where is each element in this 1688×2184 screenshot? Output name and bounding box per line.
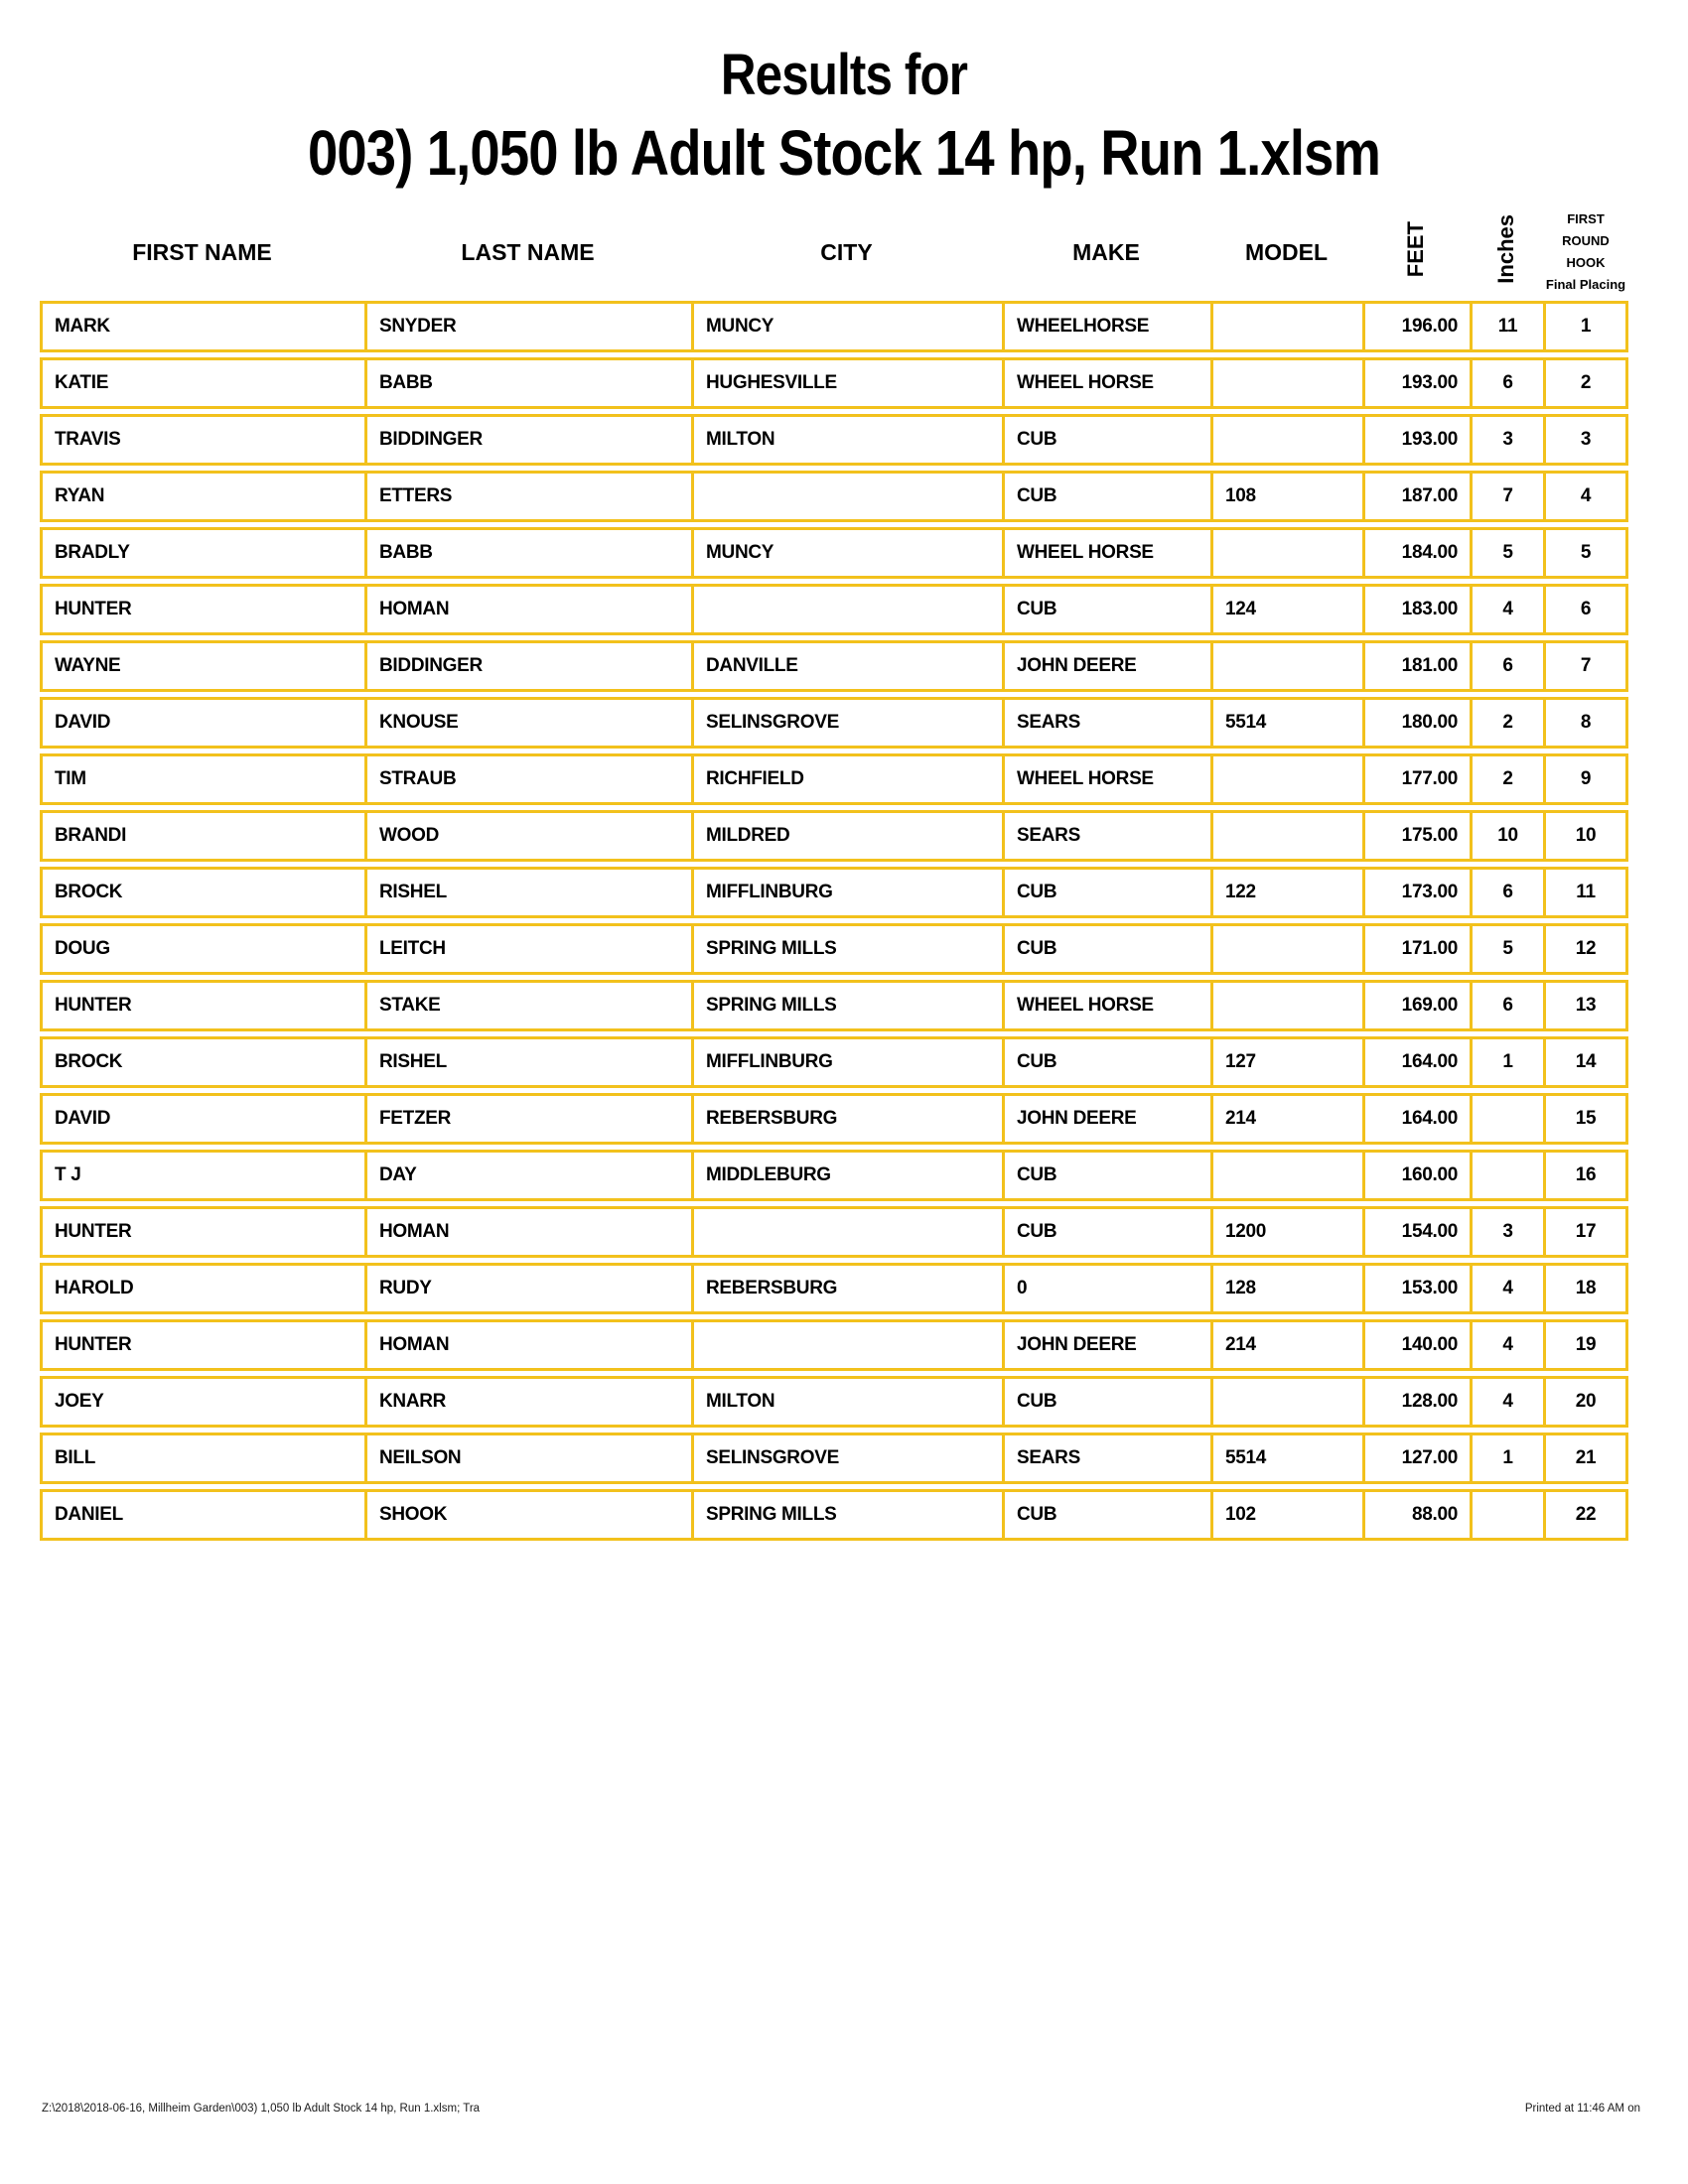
- table-header-row: [40, 208, 1628, 296]
- cell-feet: 88.00: [1362, 1489, 1470, 1541]
- cell-make: CUB: [1002, 1489, 1210, 1541]
- cell-make: CUB: [1002, 1150, 1210, 1201]
- cell-feet: 175.00: [1362, 810, 1470, 862]
- cell-make: SEARS: [1002, 810, 1210, 862]
- cell-last-name: HOMAN: [364, 584, 691, 635]
- cell-feet: 164.00: [1362, 1093, 1470, 1145]
- cell-model: [1210, 1150, 1362, 1201]
- cell-placing: 8: [1543, 697, 1628, 749]
- cell-model: [1210, 301, 1362, 352]
- cell-inches: 4: [1470, 1376, 1543, 1428]
- cell-model: 124: [1210, 584, 1362, 635]
- cell-model: [1210, 527, 1362, 579]
- cell-first-name: BROCK: [40, 1036, 364, 1088]
- table-row: [40, 810, 1628, 862]
- cell-inches: 3: [1470, 1206, 1543, 1258]
- cell-last-name: STAKE: [364, 980, 691, 1031]
- cell-city: [691, 1206, 1002, 1258]
- header-feet-label: FEET: [1403, 221, 1428, 278]
- cell-feet: 173.00: [1362, 867, 1470, 918]
- cell-make: CUB: [1002, 471, 1210, 522]
- cell-model: 5514: [1210, 697, 1362, 749]
- cell-first-name: TRAVIS: [40, 414, 364, 466]
- header-last-name-label: LAST NAME: [461, 238, 595, 265]
- cell-inches: 1: [1470, 1433, 1543, 1484]
- cell-placing: 14: [1543, 1036, 1628, 1088]
- cell-inches: 6: [1470, 640, 1543, 692]
- header-first-name-label: FIRST NAME: [132, 238, 272, 265]
- header-inches-label: Inches: [1493, 214, 1518, 285]
- cell-last-name: BIDDINGER: [364, 414, 691, 466]
- cell-city: MIDDLEBURG: [691, 1150, 1002, 1201]
- cell-last-name: WOOD: [364, 810, 691, 862]
- table-row: [40, 414, 1628, 466]
- cell-placing: 2: [1543, 357, 1628, 409]
- cell-make: JOHN DEERE: [1002, 640, 1210, 692]
- cell-model: 128: [1210, 1263, 1362, 1314]
- cell-last-name: STRAUB: [364, 753, 691, 805]
- cell-first-name: DAVID: [40, 697, 364, 749]
- cell-city: MILTON: [691, 1376, 1002, 1428]
- header-hook-line3: Final Placing: [1545, 277, 1626, 293]
- cell-make: CUB: [1002, 1376, 1210, 1428]
- cell-last-name: SHOOK: [364, 1489, 691, 1541]
- table-row: [40, 471, 1628, 522]
- table-row: [40, 980, 1628, 1031]
- header-first-name: [40, 208, 364, 296]
- cell-inches: [1470, 1489, 1543, 1541]
- cell-inches: 11: [1470, 301, 1543, 352]
- cell-make: WHEEL HORSE: [1002, 753, 1210, 805]
- cell-make: WHEEL HORSE: [1002, 980, 1210, 1031]
- cell-city: SPRING MILLS: [691, 923, 1002, 975]
- header-hook-line1: FIRST ROUND: [1562, 211, 1610, 249]
- cell-city: SPRING MILLS: [691, 1489, 1002, 1541]
- cell-inches: 6: [1470, 867, 1543, 918]
- cell-city: REBERSBURG: [691, 1093, 1002, 1145]
- cell-city: [691, 471, 1002, 522]
- cell-city: SELINSGROVE: [691, 1433, 1002, 1484]
- cell-feet: 187.00: [1362, 471, 1470, 522]
- cell-placing: 4: [1543, 471, 1628, 522]
- cell-model: 102: [1210, 1489, 1362, 1541]
- cell-placing: 1: [1543, 301, 1628, 352]
- cell-placing: 7: [1543, 640, 1628, 692]
- cell-placing: 15: [1543, 1093, 1628, 1145]
- cell-model: 127: [1210, 1036, 1362, 1088]
- cell-first-name: JOEY: [40, 1376, 364, 1428]
- cell-placing: 5: [1543, 527, 1628, 579]
- cell-make: SEARS: [1002, 1433, 1210, 1484]
- results-table-body: [40, 301, 1628, 1541]
- page-title: Results for: [720, 43, 968, 107]
- cell-last-name: DAY: [364, 1150, 691, 1201]
- cell-inches: 4: [1470, 1263, 1543, 1314]
- cell-last-name: RISHEL: [364, 1036, 691, 1088]
- cell-feet: 177.00: [1362, 753, 1470, 805]
- cell-model: 108: [1210, 471, 1362, 522]
- cell-feet: 154.00: [1362, 1206, 1470, 1258]
- cell-first-name: HUNTER: [40, 1319, 364, 1371]
- cell-first-name: DOUG: [40, 923, 364, 975]
- cell-feet: 164.00: [1362, 1036, 1470, 1088]
- results-table: [40, 204, 1628, 1546]
- header-make: [1002, 208, 1210, 296]
- cell-inches: 6: [1470, 980, 1543, 1031]
- cell-last-name: HOMAN: [364, 1319, 691, 1371]
- table-row: [40, 584, 1628, 635]
- cell-first-name: KATIE: [40, 357, 364, 409]
- cell-make: CUB: [1002, 584, 1210, 635]
- cell-first-name: HUNTER: [40, 1206, 364, 1258]
- cell-model: [1210, 640, 1362, 692]
- table-row: [40, 923, 1628, 975]
- header-model-label: MODEL: [1244, 238, 1329, 265]
- cell-feet: 196.00: [1362, 301, 1470, 352]
- header-hook-line2: HOOK: [1566, 255, 1606, 271]
- cell-placing: 10: [1543, 810, 1628, 862]
- cell-feet: 193.00: [1362, 414, 1470, 466]
- cell-make: WHEEL HORSE: [1002, 527, 1210, 579]
- cell-placing: 16: [1543, 1150, 1628, 1201]
- cell-inches: [1470, 1093, 1543, 1145]
- cell-inches: 1: [1470, 1036, 1543, 1088]
- cell-last-name: KNARR: [364, 1376, 691, 1428]
- cell-first-name: DANIEL: [40, 1489, 364, 1541]
- cell-city: RICHFIELD: [691, 753, 1002, 805]
- cell-inches: 6: [1470, 357, 1543, 409]
- header-city-label: CITY: [820, 238, 873, 265]
- cell-inches: 2: [1470, 697, 1543, 749]
- cell-feet: 181.00: [1362, 640, 1470, 692]
- cell-placing: 19: [1543, 1319, 1628, 1371]
- cell-make: JOHN DEERE: [1002, 1319, 1210, 1371]
- table-row: [40, 1263, 1628, 1314]
- cell-city: [691, 584, 1002, 635]
- cell-last-name: BABB: [364, 357, 691, 409]
- cell-placing: 12: [1543, 923, 1628, 975]
- header-inches: [1470, 208, 1543, 296]
- cell-inches: 5: [1470, 527, 1543, 579]
- cell-placing: 9: [1543, 753, 1628, 805]
- cell-first-name: HUNTER: [40, 584, 364, 635]
- header-city: [691, 208, 1002, 296]
- cell-last-name: HOMAN: [364, 1206, 691, 1258]
- cell-city: SELINSGROVE: [691, 697, 1002, 749]
- cell-placing: 13: [1543, 980, 1628, 1031]
- cell-model: [1210, 1376, 1362, 1428]
- cell-last-name: FETZER: [364, 1093, 691, 1145]
- cell-city: HUGHESVILLE: [691, 357, 1002, 409]
- cell-placing: 3: [1543, 414, 1628, 466]
- cell-feet: 127.00: [1362, 1433, 1470, 1484]
- cell-model: [1210, 414, 1362, 466]
- cell-make: WHEELHORSE: [1002, 301, 1210, 352]
- cell-feet: 153.00: [1362, 1263, 1470, 1314]
- table-row: [40, 697, 1628, 749]
- cell-last-name: ETTERS: [364, 471, 691, 522]
- table-row: [40, 1206, 1628, 1258]
- cell-feet: 193.00: [1362, 357, 1470, 409]
- table-row: [40, 1036, 1628, 1088]
- table-row: [40, 753, 1628, 805]
- cell-model: 122: [1210, 867, 1362, 918]
- cell-model: [1210, 753, 1362, 805]
- cell-make: SEARS: [1002, 697, 1210, 749]
- cell-inches: 4: [1470, 584, 1543, 635]
- table-row: [40, 1150, 1628, 1201]
- table-row: [40, 1489, 1628, 1541]
- cell-feet: 180.00: [1362, 697, 1470, 749]
- table-row: [40, 1376, 1628, 1428]
- cell-first-name: HAROLD: [40, 1263, 364, 1314]
- cell-make: CUB: [1002, 923, 1210, 975]
- cell-first-name: RYAN: [40, 471, 364, 522]
- cell-inches: 3: [1470, 414, 1543, 466]
- cell-city: DANVILLE: [691, 640, 1002, 692]
- table-row: [40, 1319, 1628, 1371]
- file-title: 003) 1,050 lb Adult Stock 14 hp, Run 1.xlsm: [307, 117, 1381, 189]
- table-row: [40, 527, 1628, 579]
- cell-city: REBERSBURG: [691, 1263, 1002, 1314]
- cell-last-name: KNOUSE: [364, 697, 691, 749]
- cell-model: [1210, 980, 1362, 1031]
- cell-last-name: NEILSON: [364, 1433, 691, 1484]
- cell-inches: 4: [1470, 1319, 1543, 1371]
- footer-file-path: Z:\2018\2018-06-16, Millheim Garden\003) 1,050 lb Adult Stock 14 hp, Run 1.xlsm; Tra: [42, 2103, 481, 2115]
- cell-last-name: RUDY: [364, 1263, 691, 1314]
- cell-feet: 171.00: [1362, 923, 1470, 975]
- cell-inches: 7: [1470, 471, 1543, 522]
- cell-make: WHEEL HORSE: [1002, 357, 1210, 409]
- table-row: [40, 640, 1628, 692]
- cell-first-name: MARK: [40, 301, 364, 352]
- cell-placing: 11: [1543, 867, 1628, 918]
- cell-last-name: RISHEL: [364, 867, 691, 918]
- cell-make: 0: [1002, 1263, 1210, 1314]
- cell-feet: 183.00: [1362, 584, 1470, 635]
- cell-city: MUNCY: [691, 301, 1002, 352]
- cell-model: 5514: [1210, 1433, 1362, 1484]
- cell-feet: 140.00: [1362, 1319, 1470, 1371]
- cell-first-name: BROCK: [40, 867, 364, 918]
- cell-model: [1210, 923, 1362, 975]
- cell-feet: 169.00: [1362, 980, 1470, 1031]
- header-model: [1210, 208, 1362, 296]
- cell-placing: 20: [1543, 1376, 1628, 1428]
- cell-placing: 18: [1543, 1263, 1628, 1314]
- cell-model: 214: [1210, 1319, 1362, 1371]
- cell-inches: [1470, 1150, 1543, 1201]
- cell-city: MUNCY: [691, 527, 1002, 579]
- cell-feet: 184.00: [1362, 527, 1470, 579]
- table-row: [40, 357, 1628, 409]
- header-hook: [1543, 208, 1628, 296]
- cell-make: CUB: [1002, 414, 1210, 466]
- cell-placing: 21: [1543, 1433, 1628, 1484]
- cell-model: [1210, 357, 1362, 409]
- cell-first-name: TIM: [40, 753, 364, 805]
- cell-city: MIFFLINBURG: [691, 1036, 1002, 1088]
- cell-placing: 22: [1543, 1489, 1628, 1541]
- table-row: [40, 867, 1628, 918]
- cell-first-name: BRANDI: [40, 810, 364, 862]
- header-last-name: [364, 208, 691, 296]
- cell-city: MILDRED: [691, 810, 1002, 862]
- cell-last-name: SNYDER: [364, 301, 691, 352]
- cell-model: 214: [1210, 1093, 1362, 1145]
- cell-first-name: DAVID: [40, 1093, 364, 1145]
- cell-last-name: LEITCH: [364, 923, 691, 975]
- table-row: [40, 301, 1628, 352]
- cell-city: [691, 1319, 1002, 1371]
- cell-city: MILTON: [691, 414, 1002, 466]
- cell-last-name: BIDDINGER: [364, 640, 691, 692]
- cell-first-name: WAYNE: [40, 640, 364, 692]
- cell-placing: 6: [1543, 584, 1628, 635]
- cell-city: SPRING MILLS: [691, 980, 1002, 1031]
- cell-first-name: T J: [40, 1150, 364, 1201]
- table-row: [40, 1433, 1628, 1484]
- header-feet: [1362, 208, 1470, 296]
- cell-make: CUB: [1002, 1206, 1210, 1258]
- cell-first-name: BRADLY: [40, 527, 364, 579]
- cell-model: 1200: [1210, 1206, 1362, 1258]
- cell-model: [1210, 810, 1362, 862]
- cell-feet: 160.00: [1362, 1150, 1470, 1201]
- table-row: [40, 1093, 1628, 1145]
- cell-city: MIFFLINBURG: [691, 867, 1002, 918]
- cell-first-name: BILL: [40, 1433, 364, 1484]
- header-make-label: MAKE: [1072, 238, 1140, 265]
- cell-make: JOHN DEERE: [1002, 1093, 1210, 1145]
- cell-first-name: HUNTER: [40, 980, 364, 1031]
- footer-printed-at: Printed at 11:46 AM on: [1524, 2103, 1640, 2115]
- cell-inches: 10: [1470, 810, 1543, 862]
- cell-inches: 5: [1470, 923, 1543, 975]
- cell-inches: 2: [1470, 753, 1543, 805]
- cell-last-name: BABB: [364, 527, 691, 579]
- cell-placing: 17: [1543, 1206, 1628, 1258]
- cell-make: CUB: [1002, 867, 1210, 918]
- cell-feet: 128.00: [1362, 1376, 1470, 1428]
- cell-make: CUB: [1002, 1036, 1210, 1088]
